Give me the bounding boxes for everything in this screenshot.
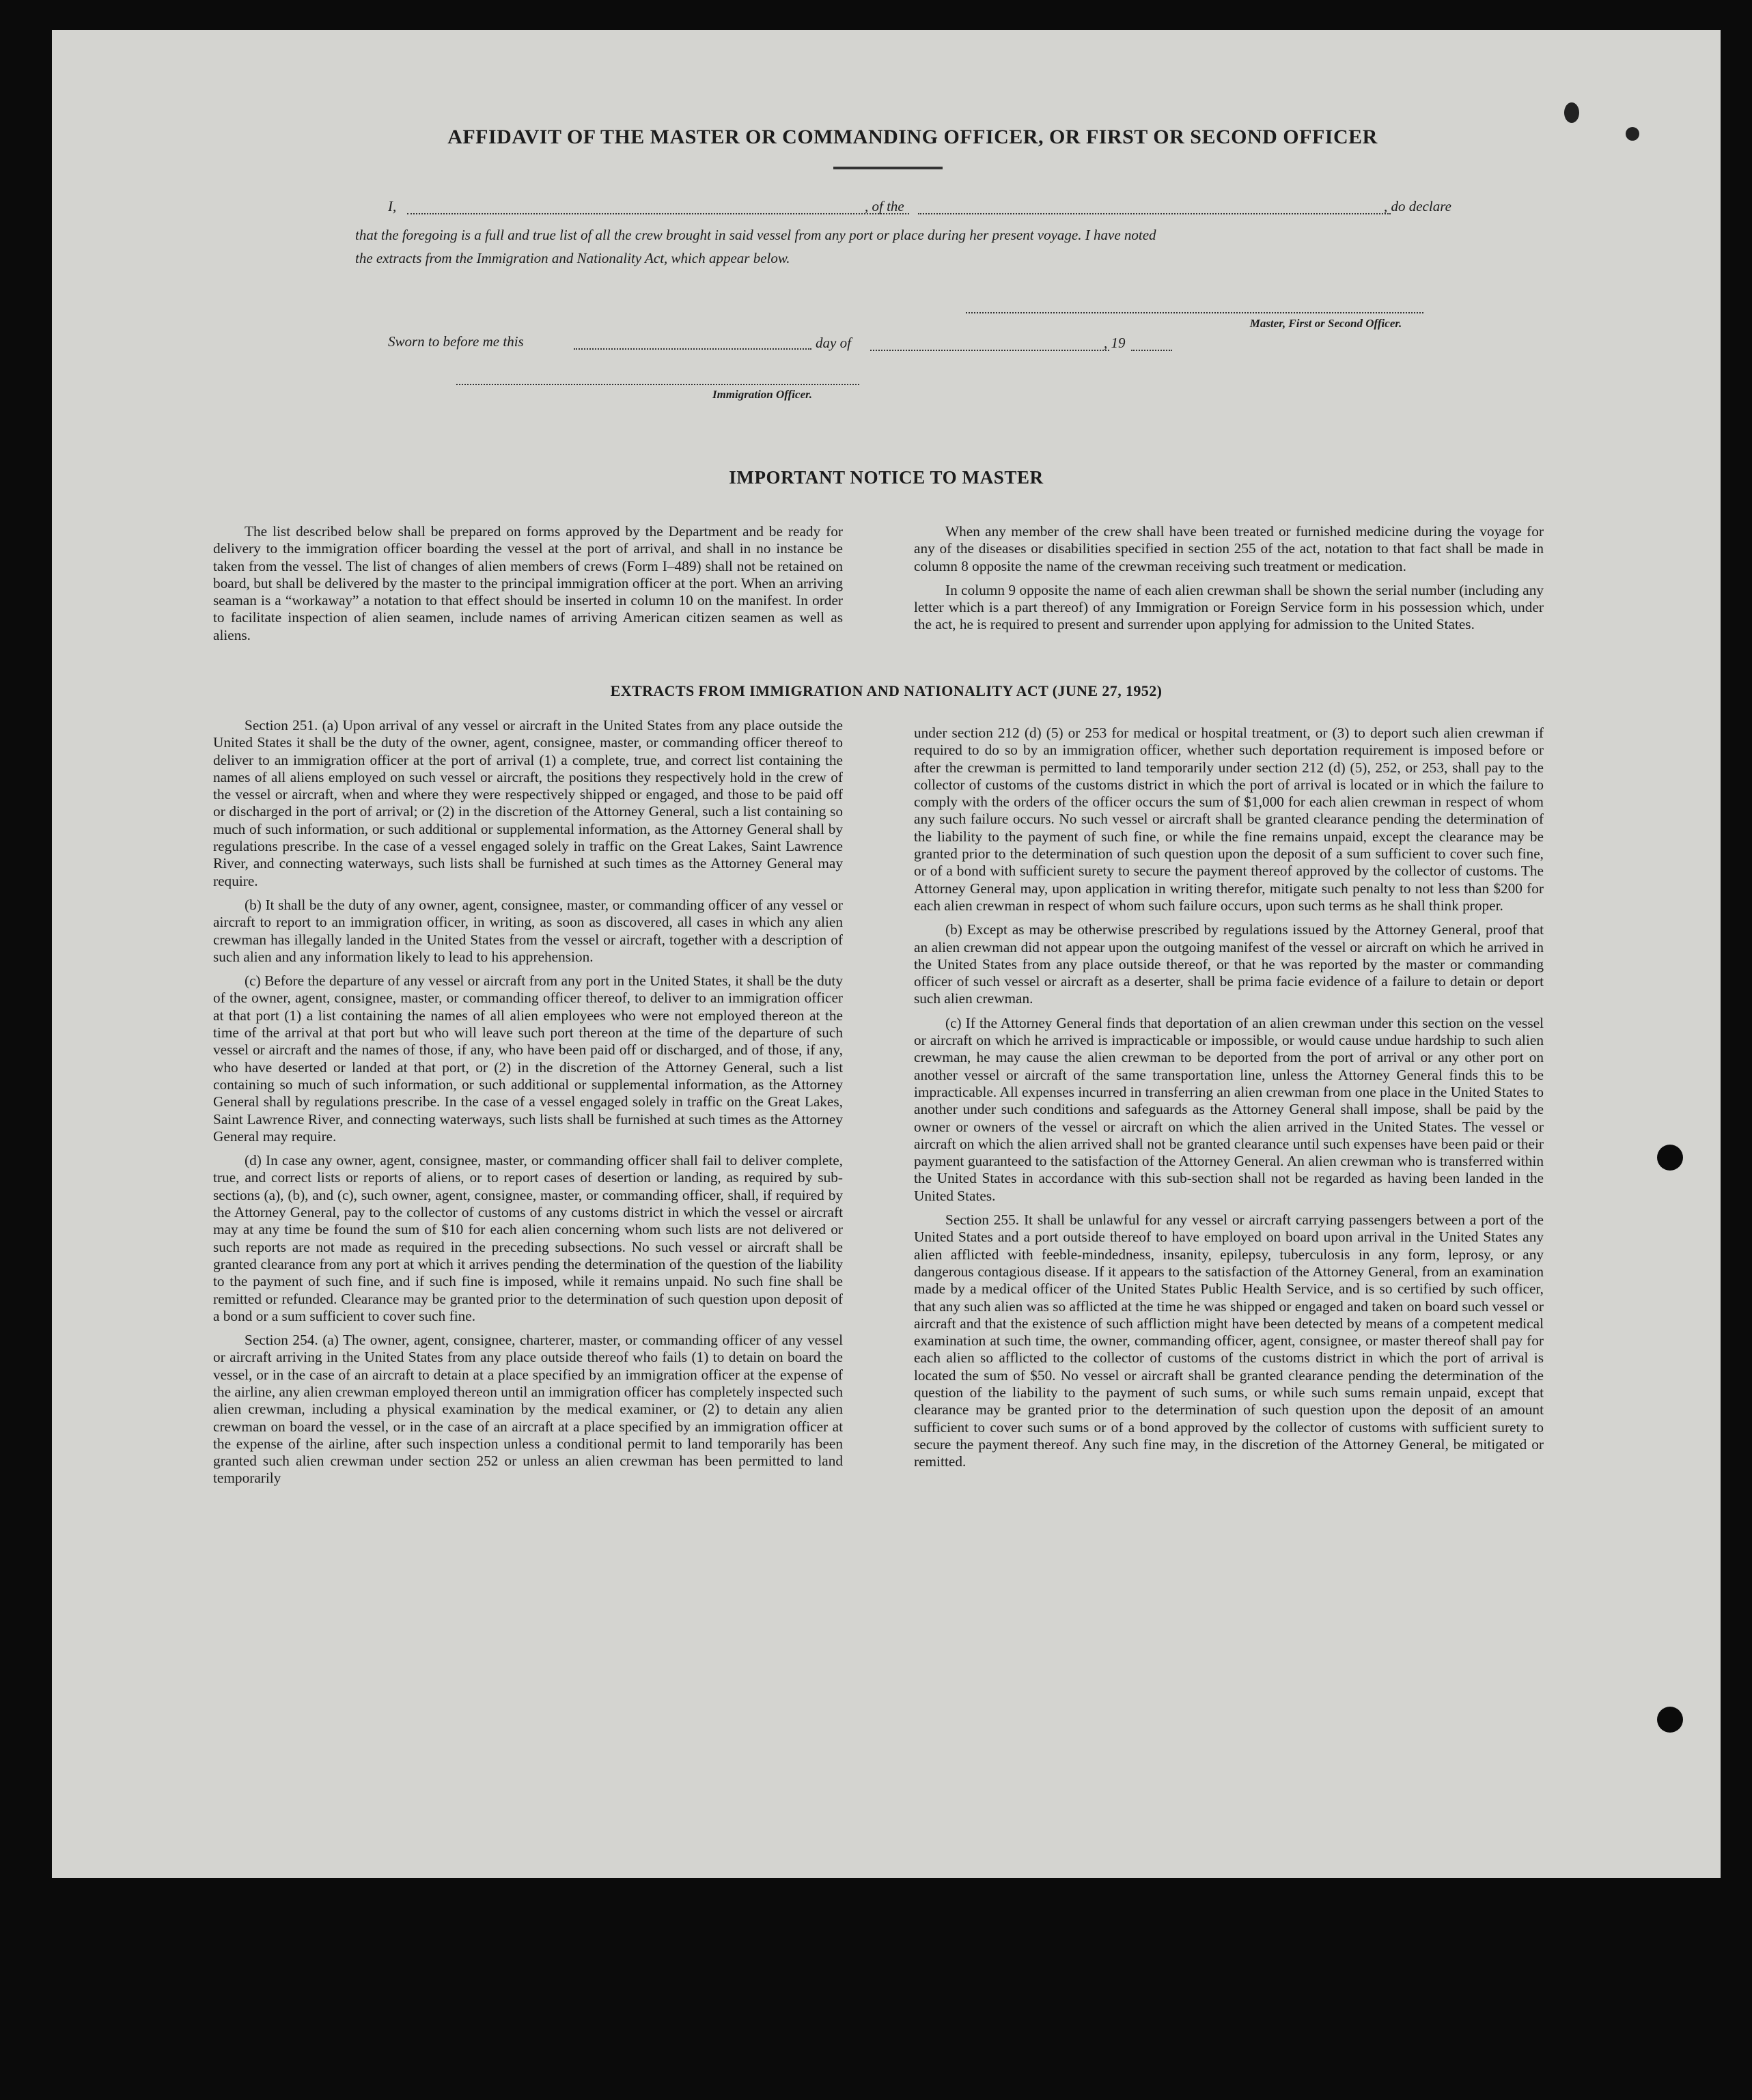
declaration-line-2: the extracts from the Immigration and Nationality Act, which appear below. [355,250,790,266]
notice-left-column [213,523,843,651]
notice-right-paragraph-2: In column 9 opposite the name of each alien crewman shall be shown the serial number (including any letter which is a part thereof) of any Immigration or Foreign Service form in his possession which, under the act, he is required to present and surrender upon applying for admission to the United States. [914,581,1544,633]
sworn-day-field[interactable] [574,348,811,350]
ink-speck [1626,127,1639,141]
vessel-name-field[interactable] [918,213,1391,214]
section-254c: (c) If the Attorney General finds that deportation of an alien crewman under this section on the vessel or aircraft on which he arrived is impracticable or impossible, or would cause undue hardship to such alien crewman, he may cause the alien crewman to be deported from the port of arrival or any other port on another vessel or aircraft of the same transportation line, unless the Attorney General finds this to be impracticable. All expenses incurred in transferring an alien crewman from one place in the United States to another under such conditions and safeguards as the Attorney General shall impose, shall be paid by the owner or owners of the vessel or aircraft on which the alien arrived in the United States. The vessel or aircraft on which the alien arrived shall not be granted clearance until such expenses have been paid or their payment guaranteed to the satisfaction of the Attorney General. An alien crewman who is transferred within the United States in accordance with this sub-section shall not be regarded as having been landed in the United States. [914,1014,1544,1204]
section-255: Section 255. It shall be unlawful for any vessel or aircraft carrying passengers between a port of the United States and a port outside thereof to have employed on board upon arrival in the United States any alien afflicted with feeble-mindedness, insanity, epilepsy, tuberculosis in any form, leprosy, or any dangerous contagious disease. If it appears to the satisfaction of the Attorney General, from an examination made by a medical officer of the United States Public Health Service, and is so certified by such officer, that any such alien was so afflicted at the time he was shipped or engaged and taken on board such vessel or aircraft and that the existence of such affliction might have been detected by means of a competent medical examination at such time, the owner, commanding officer, agent, consignee, or master thereof shall pay for each alien so afflicted to the collector of customs of the customs district in which the port of arrival is located the sum of $50. No vessel or aircraft shall be granted clearance pending the determination of the question of the liability to the payment of such sums, or while such sums remain unpaid, except that clearance may be granted prior to the determination of such question upon the deposit of an amount sufficient to cover such sums or of a bond approved by the collector of customs with sufficient surety to secure the payment thereof. Any such fine may, in the discretion of the Attorney General, be mitigated or remitted. [914,1212,1544,1470]
i-label: I, [388,198,397,214]
notice-left-paragraph: The list described below shall be prepared on forms approved by the Department and be ready for delivery to the immigration officer boarding the vessel at the port of arrival, and shall in no instance be taken from the vessel. The list of changes of alien members of crews (Form I–489) shall not be retained on board, but shall be delivered by the master to the principal immigration officer at the port. When an arriving seaman is a “workaway” a notation to that effect should be inserted in column 10 on the manifest. In order to facilitate inspection of alien seamen, include names of arriving American citizen seamen as well as aliens. [213,523,843,643]
title-rule [833,167,943,169]
immigration-officer-label: Immigration Officer. [712,388,813,401]
section-254a: Section 254. (a) The owner, agent, consignee, charterer, master, or commanding officer of any vessel or aircraft arriving in the United States from any place outside thereof who fails (1) to detain on board the vessel, or in the case of an aircraft to detain at a place specified by an immigration officer at the expense of the airline, any alien crewman employed thereon until an immigration officer has completely inspected such alien crewman, including a physical examination by the medical examiner, or (2) to detain any alien crewman on board the vessel, or in the case of an aircraft at a place specified by an immigration officer at the expense of the airline, after such inspection unless a conditional permit to land temporarily has been granted such alien crewman under section 252 or unless an alien crewman has been permitted to land temporarily [213,1332,843,1487]
extracts-right-column [914,725,1544,1477]
of-the-label: , of the [865,198,904,214]
declaration-line-1: that the foregoing is a full and true list of all the crew brought in said vessel from any port or place during her present voyage. I have noted [355,227,1156,243]
sworn-label: Sworn to before me this [388,333,524,350]
notice-title: IMPORTANT NOTICE TO MASTER [729,467,1044,488]
punch-hole-upper [1657,1145,1683,1171]
extracts-left-column [213,717,843,1494]
section-254a-continued: under section 212 (d) (5) or 253 for medical or hospital treatment, or (3) to deport such alien crewman if required to do so by an immigration officer, whether such deportation requirement is imposed before or after the crewman is permitted to land temporarily under section 212 (d) (5), 252, or 253, shall pay to the collector of customs of the customs district in which the port of arrival is located or in which the failure to comply with the orders of the officer occurs the sum of $1,000 for each alien crewman in respect of whom any such failure occurs. No such vessel or aircraft shall be granted clearance pending the determination of the liability to the payment of such fine, or while the fine remains unpaid, except the clearance may be granted prior to the determination of such question upon the deposit of a sum sufficient to cover such fine, or of a bond with sufficient surety to secure the payment thereof approved by the collector of customs. The Attorney General may, upon application in writing therefor, mitigate such penalty to not less than $200 for each alien crewman in respect of whom such failure occurs, upon such terms as he shall think proper. [914,725,1544,914]
punch-hole-lower [1657,1707,1683,1733]
form-page [52,30,1721,1878]
section-251b: (b) It shall be the duty of any owner, agent, consignee, master, or commanding officer of any vessel or aircraft to report to an immigration officer, in writing, as soon as discovered, all cases in which any alien crewman has illegally landed in the United States from the vessel or aircraft, together with a description of such alien and any information likely to lead to his apprehension. [213,896,843,965]
ink-speck [1564,102,1579,123]
notice-right-paragraph-1: When any member of the crew shall have been treated or furnished medicine during the voyage for any of the diseases or disabilities specified in section 255 of the act, notation to that fact shall be made in column 8 opposite the name of the crewman receiving such treatment or medication. [914,523,1544,574]
section-251d: (d) In case any owner, agent, consignee, master, or commanding officer shall fail to deliver complete, true, and correct lists or reports of aliens, or to report cases of desertion or landing, as required by sub-sections (a), (b), and (c), such owner, agent, consignee, master, or commanding officer, shall, if required by the Attorney General, pay to the collector of customs of any customs district in which the vessel or aircraft may at any time be found the sum of $10 for each alien concerning whom such lists are not delivered or such reports are not made as required in the preceding subsections. No such vessel or aircraft shall be granted clearance from any port at which it arrives pending the determination of the question of the liability to the payment of such fine, and if such fine is imposed, while it remains unpaid. No such fine shall be remitted or refunded. Clearance may be granted prior to the determination of such question upon deposit of a bond or a sum sufficient to cover such fine. [213,1152,843,1324]
sworn-year-field[interactable] [1131,350,1172,351]
immigration-officer-signature-line[interactable] [456,384,859,385]
declarant-name-field[interactable] [407,213,909,214]
affidavit-title: AFFIDAVIT OF THE MASTER OR COMMANDING OFFICER, OR FIRST OR SECOND OFFICER [447,126,1378,148]
section-254b: (b) Except as may be otherwise prescribed by regulations issued by the Attorney General, proof that an alien crewman did not appear upon the outgoing manifest of the vessel or aircraft on which he arrived in the United States from any place outside thereof, or that he was reported by the master or commanding officer of such vessel or aircraft as a deserter, shall be prima facie evidence of a failure to detain or deport such alien crewman. [914,921,1544,1007]
day-of-label: day of [816,335,851,351]
sworn-month-field[interactable] [870,350,1109,351]
do-declare-label: , do declare [1384,198,1451,214]
year-label: , 19 [1104,335,1126,351]
master-signature-label: Master, First or Second Officer. [1249,317,1402,330]
master-signature-line[interactable] [966,312,1423,313]
section-251a: Section 251. (a) Upon arrival of any vessel or aircraft in the United States from any place outside the United States it shall be the duty of the owner, agent, consignee, master, or commanding officer thereof to deliver to an immigration officer at the port of arrival (1) a complete, true, and correct list containing the names of all aliens employed on such vessel or aircraft, the positions they respectively hold in the crew of the vessel or aircraft, when and where they were respectively shipped or engaged, and those to be paid off or discharged in the port of arrival; or (2) in the discretion of the Attorney General, such a list containing so much of such information, or such additional or supplemental information, as the Attorney General shall by regulations prescribe. In the case of a vessel engaged solely in traffic on the Great Lakes, Saint Lawrence River, and connecting waterways, such lists shall be furnished at such times as the Attorney General may require. [213,717,843,889]
notice-right-column [914,523,1544,641]
extracts-title: EXTRACTS FROM IMMIGRATION AND NATIONALITY ACT (JUNE 27, 1952) [610,682,1163,699]
section-251c: (c) Before the departure of any vessel or aircraft from any port in the United States, it shall be the duty of the owner, agent, consignee, master, or commanding officer thereof, to deliver to an immigration officer at that port (1) a list containing the names of all alien employees who were not employed thereon at the time of the arrival at that port but who will leave such port thereon at the time of the departure of such vessel or aircraft and the names of those, if any, who have been paid off or discharged, and of those, if any, who have deserted or landed at that port, or (2) in the discretion of the Attorney General, such a list containing so much of such information, or such additional or supplemental information, as the Attorney General shall by regulations prescribe. In the case of a vessel engaged solely in traffic on the Great Lakes, Saint Lawrence River, and connecting waterways, such lists shall be furnished at such times as the Attorney General may require. [213,972,843,1145]
